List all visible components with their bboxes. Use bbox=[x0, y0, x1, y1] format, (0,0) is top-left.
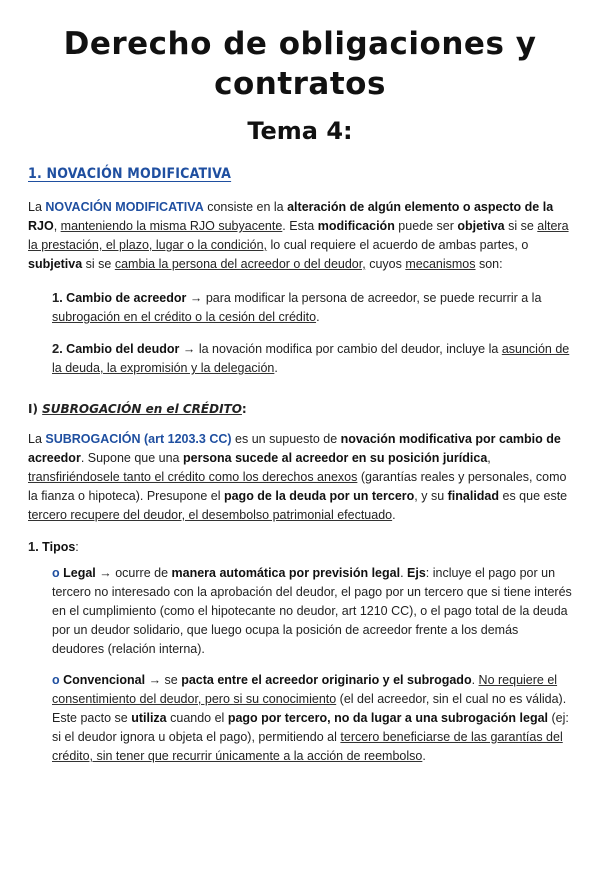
subheading-subrogacion: I) SUBROGACIÓN en el CRÉDITO: bbox=[28, 402, 247, 416]
mechanisms-list bbox=[28, 288, 572, 378]
list-item-legal: o Legal → ocurre de manera automática por previsión legal. Ejs: incluye el pago por un tercero no interesado con la aprobación del deudor, el pago por un tercero que si tiene interés en el cumplimiento (como el hipotecante no deudor, art 1210 CC), o el pago total de la deuda por un deudor solidario, que luego ocupa la posición de acreedor frente a los demás deudores (relación interna). bbox=[52, 566, 572, 656]
document-page bbox=[0, 24, 600, 872]
bullet-icon: o bbox=[52, 673, 60, 687]
list-item-cambio-deudor: 2. Cambio del deudor → la novación modifica por cambio del deudor, incluye la asunción de la deuda, la expromisión y la delegación. bbox=[52, 341, 570, 375]
novacion-intro-paragraph: La NOVACIÓN MODIFICATIVA consiste en la alteración de algún elemento o aspecto de la RJO, manteniendo la misma RJO subyacente. Esta modificación puede ser objetiva si se altera la prestación, el plazo, lugar o la condición, lo cual requiere el acuerdo de ambas partes, o subjetiva si se cambia la persona del acreedor o del deudor, cuyos mecanismos son: bbox=[28, 200, 569, 271]
list-item-convencional: o Convencional → se pacta entre el acreedor originario y el subrogado. No requiere el consentimiento del deudor, pero si su conocimiento (el del acreedor, sin el cual no es válida). Este pacto se utiliza cuando el pago por tercero, no da lugar a una subrogación legal (ej: si el deudor ignora u objeta el pago), permitiendo al tercero beneficiarse de las garantías del crédito, sin tener que recurrir únicamente a la acción de reembolso. bbox=[52, 673, 569, 763]
subrogacion-intro-paragraph: La SUBROGACIÓN (art 1203.3 CC) es un supuesto de novación modificativa por cambio de acreedor. Supone que una persona sucede al acreedor en su posición jurídica, transfiriéndosele tanto el crédito como los derechos anexos (garantías reales y personales, como la fianza o hipoteca). Presupone el pago de la deuda por un tercero, y su finalidad es que este tercero recupere del deudor, el desembolso patrimonial efectuado. bbox=[28, 432, 568, 522]
list-item-cambio-acreedor: 1. Cambio de acreedor → para modificar la persona de acreedor, se puede recurrir a la subrogación en el crédito o la cesión del crédito. bbox=[52, 290, 542, 324]
section-heading-novacion: 1. NOVACIÓN MODIFICATIVA bbox=[28, 166, 232, 182]
document-subtitle: Tema 4: bbox=[247, 117, 353, 145]
bullet-icon: o bbox=[52, 566, 60, 580]
tipos-heading: 1. Tipos: bbox=[28, 539, 79, 554]
types-list bbox=[28, 564, 572, 766]
document-title: Derecho de obligaciones y contratos bbox=[63, 26, 537, 102]
